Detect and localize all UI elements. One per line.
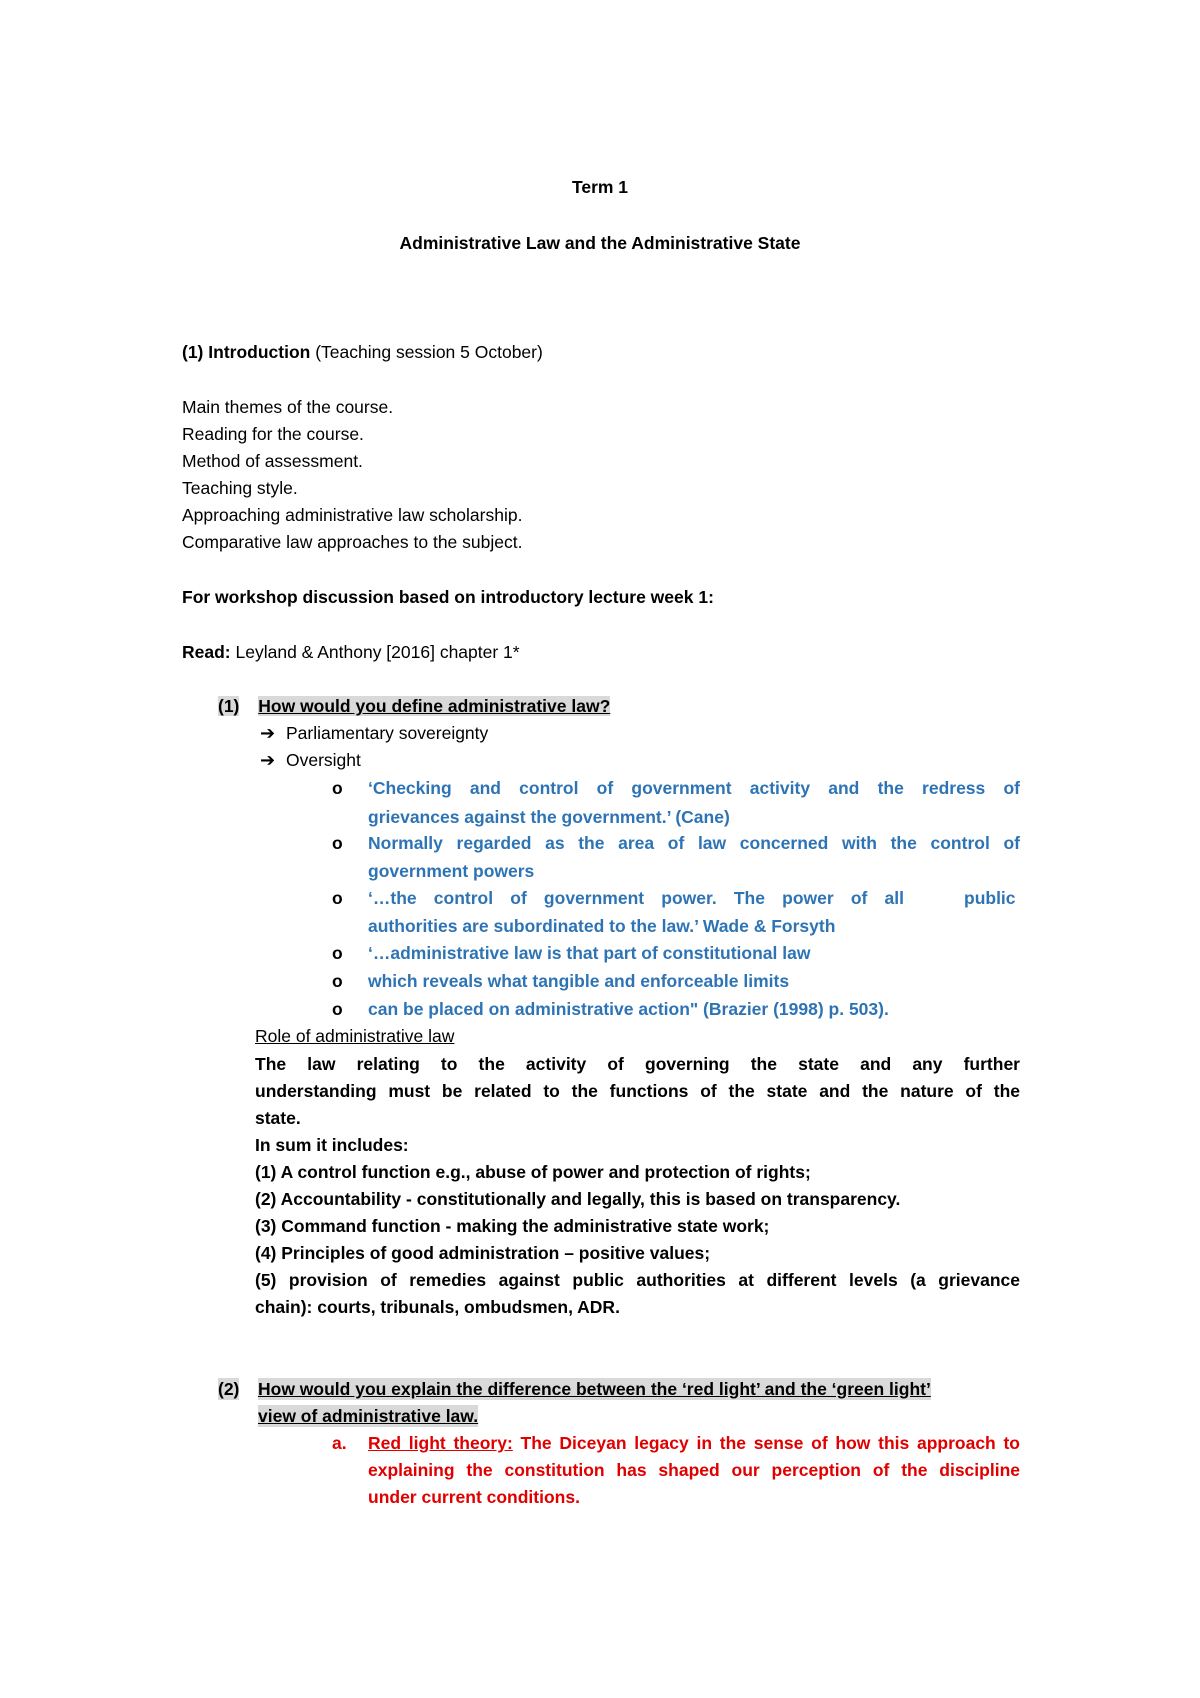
page-title: Administrative Law and the Administrative State — [399, 233, 801, 253]
question-2-line: How would you explain the difference between the ‘red light’ and the ‘green light’ — [258, 1379, 931, 1399]
quote-line: government powers — [368, 861, 535, 881]
intro-item: Comparative law approaches to the subject. — [182, 532, 523, 552]
red-light-line — [368, 1432, 1020, 1454]
intro-item: Teaching style. — [182, 478, 298, 498]
hollow-o-bullet-icon: o — [332, 778, 343, 798]
hollow-o-bullet-icon: o — [332, 943, 343, 963]
intro-item: Approaching administrative law scholarship. — [182, 505, 523, 525]
arrow-item — [260, 722, 488, 744]
sum-heading: In sum it includes: — [255, 1135, 409, 1155]
term-label: Term 1 — [571, 177, 629, 197]
intro-item: Main themes of the course. — [182, 397, 394, 417]
role-line: state. — [255, 1108, 301, 1128]
question-1-text: How would you define administrative law? — [258, 696, 611, 716]
red-light-heading: Red light theory: — [368, 1433, 513, 1453]
workshop-heading: For workshop discussion based on introductory lecture week 1: — [182, 587, 714, 607]
arrow-item-label: Parliamentary sovereignty — [285, 723, 489, 743]
sum-item: (5) provision of remedies against public authorities at different levels (a grievance — [255, 1270, 1020, 1290]
question-2-line: view of administrative law. — [258, 1406, 479, 1426]
hollow-o-bullet-icon: o — [332, 971, 343, 991]
role-line: The law relating to the activity of governing the state and any further — [255, 1054, 1020, 1074]
quote-line: public — [964, 888, 1016, 908]
sum-item: (1) A control function e.g., abuse of power and protection of rights; — [255, 1162, 811, 1182]
hollow-o-bullet-icon: o — [332, 833, 343, 853]
intro-heading — [182, 341, 543, 363]
hollow-o-bullet-icon: o — [332, 999, 343, 1019]
role-line: understanding must be related to the functions of the state and the nature of the — [255, 1081, 1020, 1101]
arrow-right-icon: ➔ — [260, 723, 276, 743]
arrow-item-label: Oversight — [285, 750, 361, 770]
list-item-label: a. — [332, 1433, 347, 1453]
quote-line: ‘…the control of government power. The power of all — [368, 888, 904, 908]
question-1-heading — [218, 695, 610, 717]
arrow-item — [260, 749, 361, 771]
red-light-line: explaining the constitution has shaped our perception of the discipline — [368, 1460, 1020, 1480]
sum-item: (4) Principles of good administration – positive values; — [255, 1243, 711, 1263]
intro-number: (1) — [182, 342, 204, 362]
question-2-number: (2) — [218, 1379, 240, 1399]
hollow-o-bullet-icon: o — [332, 888, 343, 908]
red-light-text: The Diceyan legacy in the sense of how this approach to — [520, 1433, 1020, 1453]
arrow-right-icon: ➔ — [260, 750, 276, 770]
quote-line: Normally regarded as the area of law concerned with the control of — [368, 833, 1020, 853]
read-label: Read: — [182, 642, 231, 662]
sum-item: (2) Accountability - constitutionally and legally, this is based on transparency. — [255, 1189, 901, 1209]
red-light-line: under current conditions. — [368, 1487, 580, 1507]
quote-line: which reveals what tangible and enforceable limits — [368, 971, 790, 991]
quote-line: grievances against the government.’ (Cane) — [368, 807, 730, 827]
quote-line: authorities are subordinated to the law.’ Wade & Forsyth — [368, 916, 836, 936]
sum-item: chain): courts, tribunals, ombudsmen, ADR. — [255, 1297, 620, 1317]
question-1-number: (1) — [218, 696, 240, 716]
intro-session: (Teaching session 5 October) — [315, 342, 543, 362]
quote-line: ‘…administrative law is that part of constitutional law — [368, 943, 811, 963]
intro-title: Introduction — [208, 342, 311, 362]
quote-line: can be placed on administrative action" (Brazier (1998) p. 503). — [368, 999, 889, 1019]
intro-item: Reading for the course. — [182, 424, 364, 444]
read-text: Leyland & Anthony [2016] chapter 1* — [235, 642, 520, 662]
reading-line — [182, 641, 520, 663]
role-heading: Role of administrative law — [255, 1026, 455, 1046]
sum-item: (3) Command function - making the administrative state work; — [255, 1216, 770, 1236]
quote-line: ‘Checking and control of government activity and the redress of — [368, 778, 1020, 798]
intro-item: Method of assessment. — [182, 451, 363, 471]
